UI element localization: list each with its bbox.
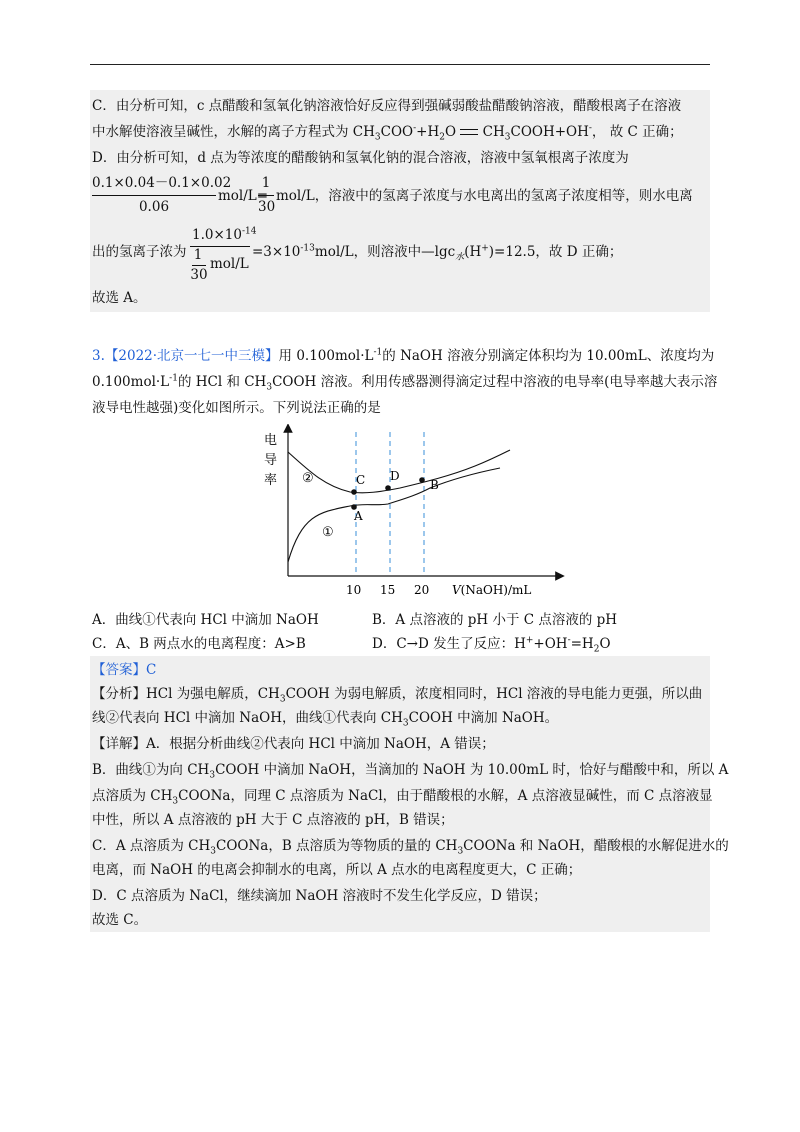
option-c[interactable]: C．A、B 两点水的电离程度：A>B <box>92 636 306 652</box>
x-tick-15: 15 <box>380 583 396 597</box>
x-tick-20: 20 <box>414 583 430 597</box>
question-number: 3. <box>92 348 105 364</box>
question-line1: 3.【2022·北京一七一中三模】用 $0.100mol\cdot L^{-1}$的 NaOH 溶液分别滴定体积均为 10.00mL、浓度均为 <box>92 347 715 364</box>
detail-line-b2: 点溶质为 $CH_3COONa$，同理 C 点溶质为 NaCl，由于醋酸根的水解，A 点溶液显碱性，而 C 点溶液显 <box>92 788 713 807</box>
fraction-1-numerator: 0.1×0.04－0.1×0.02 <box>92 175 232 191</box>
solution-conclusion: 故选 A。 <box>92 290 147 306</box>
detail-line-c1: C．A 点溶质为 $CH_3COONa$，B 点溶质为等物质的量的 $CH_3COONa$ 和 NaOH，醋酸根的水解促进水的 <box>92 838 729 857</box>
y-label-char-1: 电 <box>264 433 278 448</box>
detail-line-b3: 中性，所以 A 点溶液的 pH 大于 C 点溶液的 pH，B 错误； <box>92 812 454 828</box>
fraction-2-bar <box>258 195 274 196</box>
answer-conclusion: 故选 C。 <box>92 912 148 928</box>
analysis-line2: 线②代表向 HCl 中滴加 NaOH，曲线①代表向 $CH_3COOH$ 中滴加 NaOH。 <box>92 710 559 729</box>
solution-c-line1: C．由分析可知，c 点醋酸和氢氧化钠溶液恰好反应得到强碱弱酸盐醋酸钠溶液，醋酸根离子在溶液 <box>92 98 682 114</box>
y-label-char-3: 率 <box>264 473 278 488</box>
answer-label: 【答案】C <box>92 662 157 678</box>
point-d <box>385 485 391 491</box>
fraction-1-denominator: 0.06 <box>138 199 170 215</box>
conductivity-chart <box>250 424 570 604</box>
fraction-3-numerator: $1.0\times 10^{-14}$ <box>192 226 257 243</box>
question-line2: $0.100mol\cdot L^{-1}$的 HCl 和 $CH_3COOH$ 溶液。利用传感器测得滴定过程中溶液的电导率(电导率越大表示溶 <box>92 373 718 393</box>
option-a[interactable]: A．曲线①代表向 HCl 中滴加 NaOH <box>92 612 319 628</box>
curve-label-2: ② <box>302 471 314 486</box>
solution-c-line2: 中水解使溶液呈碱性，水解的离子方程式为 $CH_3COO^-+H_2O$ $CH_3COOH+OH^-$， 故 C 正确； <box>92 123 683 143</box>
question-line3: 液导电性越强)变化如图所示。下列说法正确的是 <box>92 400 381 416</box>
solution-d-line3: $=3\times 10^{-13}mol/L$，则溶液中—lgc$_水$(H+)=12.5，故 D 正确； <box>252 243 623 263</box>
x-axis-label: V(NaOH)/mL <box>452 583 532 597</box>
detail-line-b1: B．曲线①为向 $CH_3COOH$ 中滴加 NaOH，当滴加的 NaOH 为 10.00mL 时，恰好与醋酸中和，所以 A <box>92 762 729 781</box>
y-label-char-2: 导 <box>264 453 278 468</box>
fraction-1-bar <box>92 195 216 196</box>
option-d[interactable]: D．C→D 发生了反应：$H^++OH^-=H_2O$ <box>372 635 611 655</box>
solution-d-line3-prefix: 出的氢离子浓为 <box>92 244 187 260</box>
point-a-label: A <box>354 509 363 523</box>
curve-label-1: ① <box>322 525 334 540</box>
option-b[interactable]: B．A 点溶液的 pH 小于 C 点溶液的 pH <box>372 612 618 628</box>
solution-d-line2: mol/L，溶液中的氢离子浓度与水电离出的氢离子浓度相等，则水电离 <box>276 188 693 204</box>
point-c-label: C <box>356 473 366 487</box>
detail-line-a: 【详解】A．根据分析曲线②代表向 HCl 中滴加 NaOH，A 错误； <box>92 736 495 752</box>
point-b-label: B <box>430 478 439 492</box>
fraction-3-inner-num: 1 <box>193 247 203 263</box>
point-d-label: D <box>390 469 400 483</box>
solution-d-line1: D．由分析可知，d 点为等浓度的醋酸钠和氢氧化钠的混合溶液，溶液中氢氧根离子浓度为 <box>92 150 629 166</box>
fraction-3-inner-den: 30 <box>190 267 208 283</box>
question-source: 【2022·北京一七一中三模】 <box>104 348 279 364</box>
detail-line-d: D．C 点溶质为 NaCl，继续滴加 NaOH 溶液时不发生化学反应，D 错误； <box>92 888 547 904</box>
x-tick-10: 10 <box>346 583 362 597</box>
point-c <box>351 489 357 495</box>
header-rule <box>90 64 710 65</box>
equilibrium-arrow-icon <box>460 128 478 138</box>
fraction-3-inner-unit: mol/L <box>210 256 249 272</box>
fraction-2-numerator: 1 <box>261 175 271 191</box>
solution-d-unit1: mol/L= <box>218 188 269 204</box>
analysis-line1: 【分析】HCl 为强电解质，$CH_3COOH$ 为弱电解质，浓度相同时，HCl 溶液的导电能力更强，所以曲 <box>92 686 703 705</box>
point-b <box>419 477 425 483</box>
fraction-2-denominator: 30 <box>258 199 276 215</box>
detail-line-c2: 电离，而 NaOH 的电离会抑制水的电离，所以 A 点水的电离程度更大，C 正确； <box>92 862 582 878</box>
